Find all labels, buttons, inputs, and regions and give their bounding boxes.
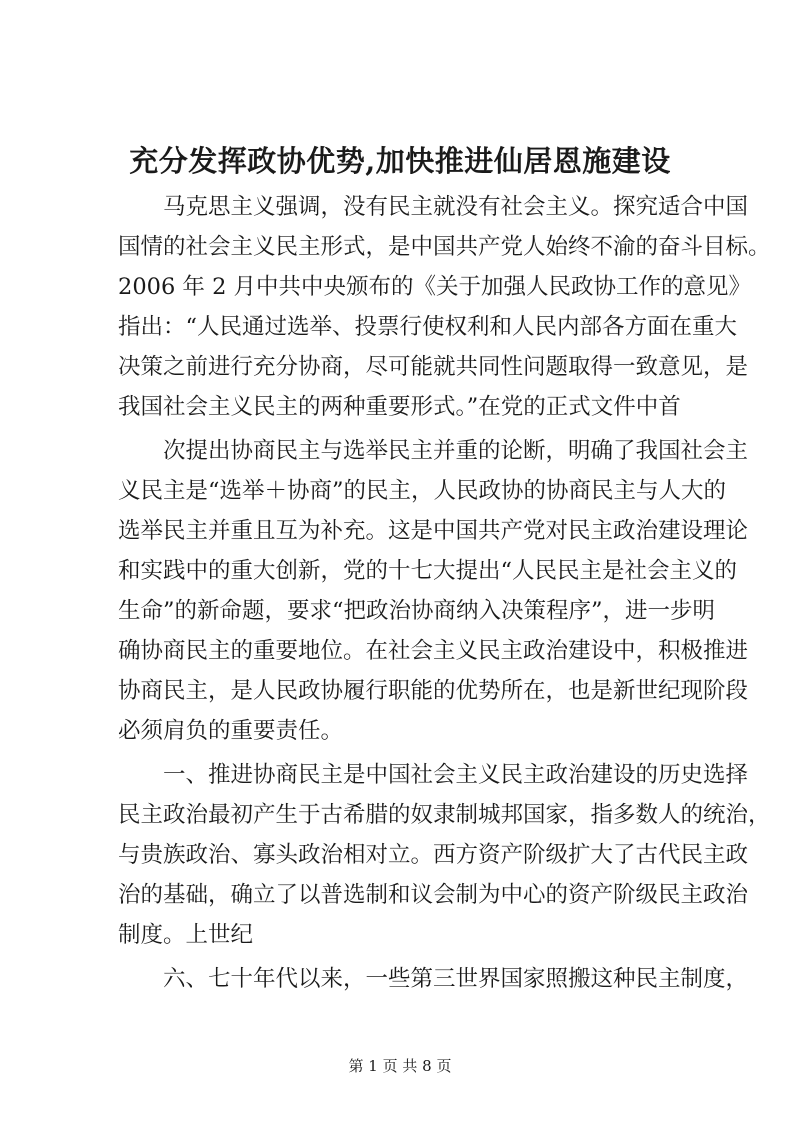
paragraph-3-line-1: 一、推进协商民主是中国社会主义民主政治建设的历史选择 xyxy=(163,762,749,788)
paragraph-1-line-4: 指出：“人民通过选举、投票行使权利和人民内部各方面在重大 xyxy=(118,314,738,340)
paragraph-4-line-1: 六、七十年代以来，一些第三世界国家照搬这种民主制度， xyxy=(163,966,749,992)
paragraph-2-line-5: 生命”的新命题，要求“把政治协商纳入决策程序”，进一步明 xyxy=(118,598,716,624)
paragraph-1-line-2: 国情的社会主义民主形式，是中国共产党人始终不渝的奋斗目标。 xyxy=(118,234,771,260)
paragraph-2-line-4: 和实践中的重大创新，党的十七大提出“人民民主是社会主义的 xyxy=(118,558,738,584)
paragraph-2-line-8: 必须肩负的重要责任。 xyxy=(118,718,344,744)
paragraph-2-line-6: 确协商民主的重要地位。在社会主义民主政治建设中，积极推进 xyxy=(118,638,749,664)
paragraph-2-line-1: 次提出协商民主与选举民主并重的论断，明确了我国社会主 xyxy=(163,438,749,464)
paragraph-3-line-2: 民主政治最初产生于古希腊的奴隶制城邦国家，指多数人的统治， xyxy=(118,802,771,828)
paragraph-1-line-3: 2006 年 2 月中共中央颁布的《关于加强人民政协工作的意见》 xyxy=(118,274,752,300)
paragraph-1-line-1: 马克思主义强调，没有民主就没有社会主义。探究适合中国 xyxy=(163,194,749,220)
paragraph-3-line-4: 治的基础，确立了以普选制和议会制为中心的资产阶级民主政治 xyxy=(118,882,749,908)
paragraph-1-line-6: 我国社会主义民主的两种重要形式。”在党的正式文件中首 xyxy=(118,394,681,420)
paragraph-2-line-2: 义民主是“选举＋协商”的民主，人民政协的协商民主与人大的 xyxy=(118,478,727,504)
document-title: 充分发挥政协优势,加快推进仙居恩施建设 xyxy=(129,144,671,178)
paragraph-2-line-7: 协商民主，是人民政协履行职能的优势所在，也是新世纪现阶段 xyxy=(118,678,749,704)
paragraph-2-line-3: 选举民主并重且互为补充。这是中国共产党对民主政治建设理论 xyxy=(118,518,749,544)
paragraph-3-line-3: 与贵族政治、寡头政治相对立。西方资产阶级扩大了古代民主政 xyxy=(118,842,749,868)
page-number-footer: 第 1 页 共 8 页 xyxy=(348,1057,452,1075)
paragraph-1-line-5: 决策之前进行充分协商，尽可能就共同性问题取得一致意见，是 xyxy=(118,354,749,380)
paragraph-3-line-5: 制度。上世纪 xyxy=(118,922,254,948)
